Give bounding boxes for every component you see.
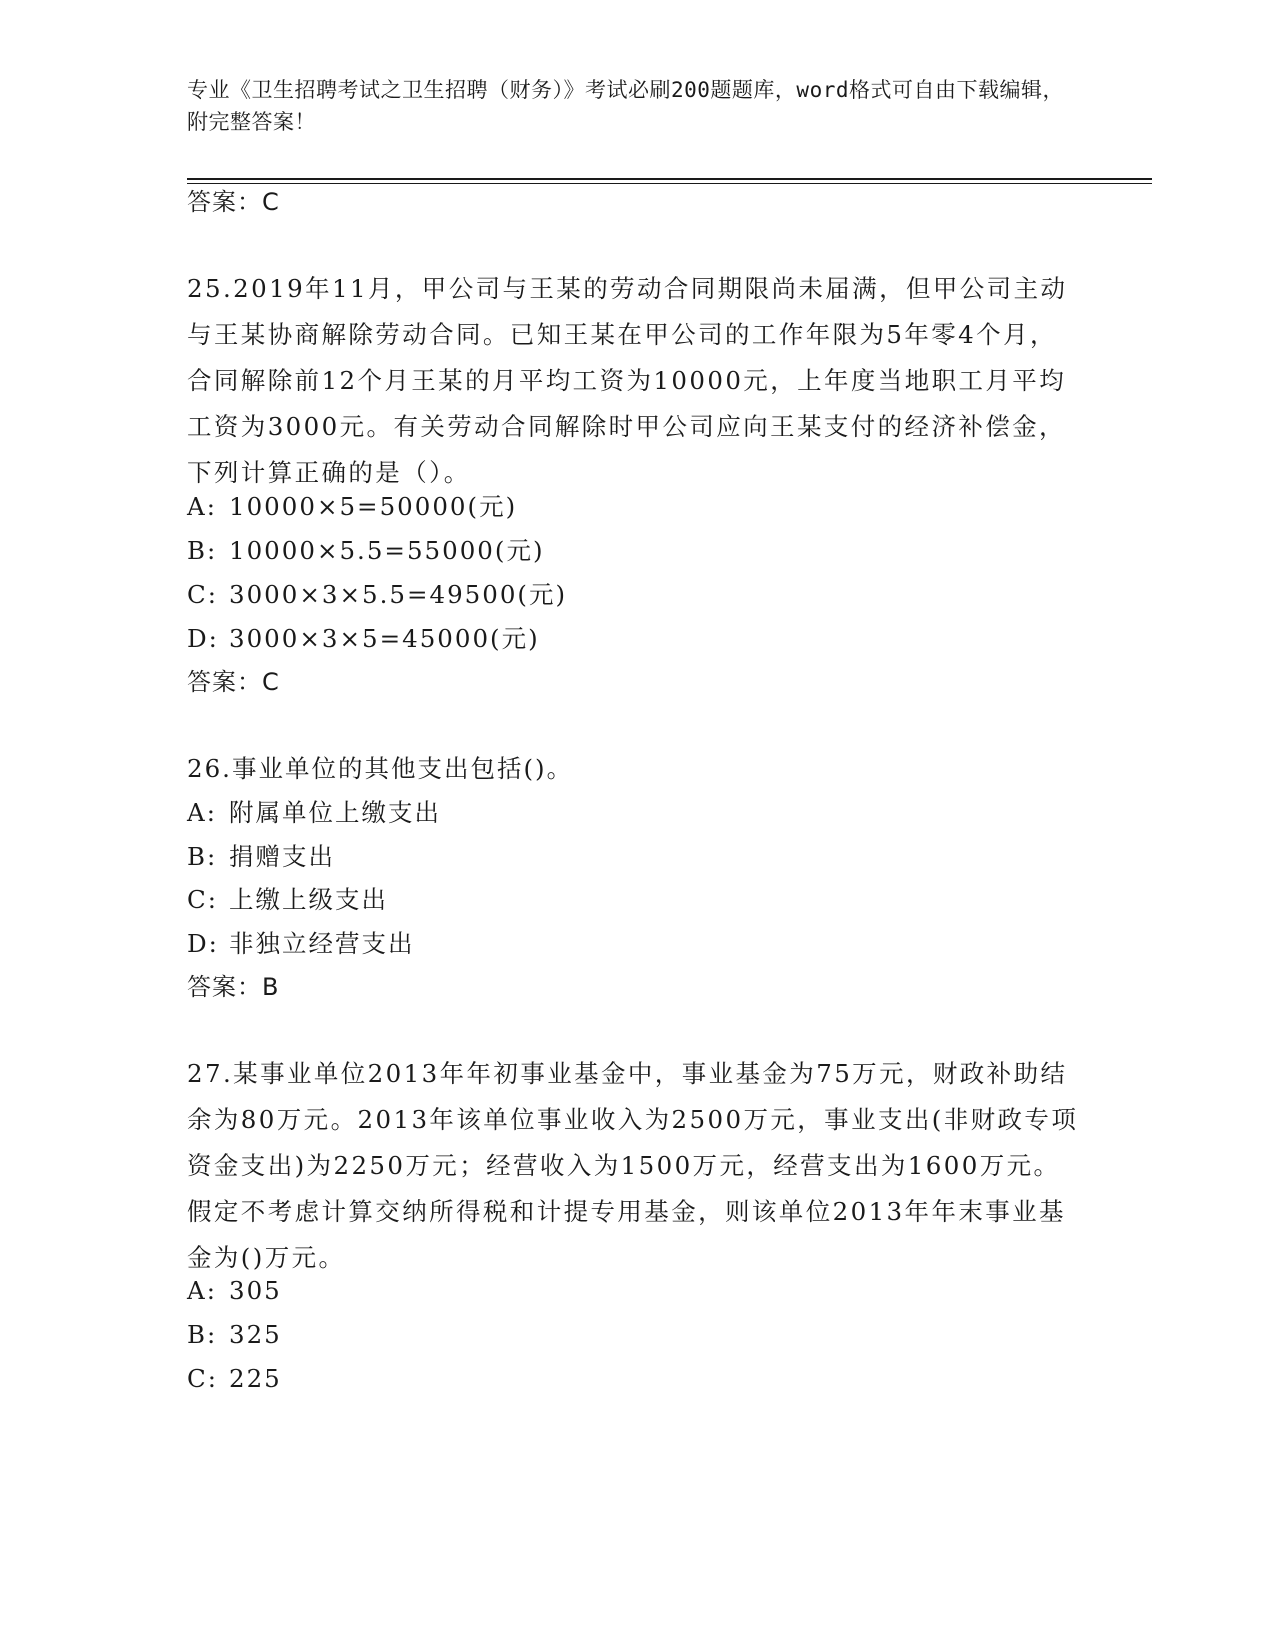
option-letter: A:	[187, 798, 217, 827]
question-25-answer: 答案：C	[187, 668, 280, 696]
option-text: 上缴上级支出	[229, 885, 388, 914]
option-text: 225	[229, 1364, 282, 1393]
document-header: 专业《卫生招聘考试之卫生招聘（财务）》考试必刷200题题库，word格式可自由下载编辑，附完整答案！	[187, 78, 1064, 134]
option-letter: A:	[187, 492, 217, 521]
option-letter: D:	[187, 929, 219, 958]
question-27-option-b	[187, 1319, 282, 1351]
question-25-option-a	[187, 491, 517, 523]
question-25-option-c	[187, 579, 567, 611]
option-letter: D:	[187, 624, 219, 653]
option-letter: C:	[187, 1364, 219, 1393]
option-text: 非独立经营支出	[229, 929, 415, 958]
option-text: 附属单位上缴支出	[229, 798, 441, 827]
question-26-option-c	[187, 884, 388, 916]
option-text: 10000×5.5=55000(元)	[229, 536, 545, 565]
option-text: 305	[229, 1276, 282, 1305]
option-letter: C:	[187, 580, 219, 609]
option-letter: A:	[187, 1276, 217, 1305]
question-26-answer: 答案：B	[187, 973, 280, 1001]
option-letter: B:	[187, 536, 218, 565]
previous-question-answer: 答案：C	[187, 188, 280, 216]
question-27-option-c	[187, 1363, 282, 1395]
option-text: 3000×3×5=45000(元)	[229, 624, 540, 653]
question-26-stem: 26.事业单位的其他支出包括()。	[187, 754, 574, 783]
option-letter: B:	[187, 1320, 218, 1349]
header-divider-thick	[187, 178, 1152, 180]
question-27-stem: 27.某事业单位2013年年初事业基金中，事业基金为75万元，财政补助结余为80万元。2013年该单位事业收入为2500万元，事业支出(非财政专项资金支出)为2250万元；经营收入为1500万元，经营支出为1600万元。假定不考虑计算交纳所得税和计提专用基金，则该单位2013年年末事业基金为()万元。	[187, 1059, 1079, 1272]
option-letter: B:	[187, 842, 218, 871]
question-25-stem: 25.2019年11月，甲公司与王某的劳动合同期限尚未届满，但甲公司主动与王某协商解除劳动合同。已知王某在甲公司的工作年限为5年零4个月，合同解除前12个月王某的月平均工资为10000元，上年度当地职工月平均工资为3000元。有关劳动合同解除时甲公司应向王某支付的经济补偿金，下列计算正确的是（）。	[187, 274, 1068, 487]
option-text: 325	[229, 1320, 282, 1349]
question-26-option-b	[187, 841, 335, 873]
question-27-option-a	[187, 1275, 282, 1307]
option-text: 捐赠支出	[229, 842, 335, 871]
header-divider-thin	[187, 183, 1152, 184]
question-26-option-d	[187, 928, 415, 960]
option-text: 3000×3×5.5=49500(元)	[229, 580, 568, 609]
question-25-option-b	[187, 535, 545, 567]
option-letter: C:	[187, 885, 219, 914]
question-26-option-a	[187, 797, 441, 829]
option-text: 10000×5=50000(元)	[229, 492, 518, 521]
question-25-option-d	[187, 623, 540, 655]
